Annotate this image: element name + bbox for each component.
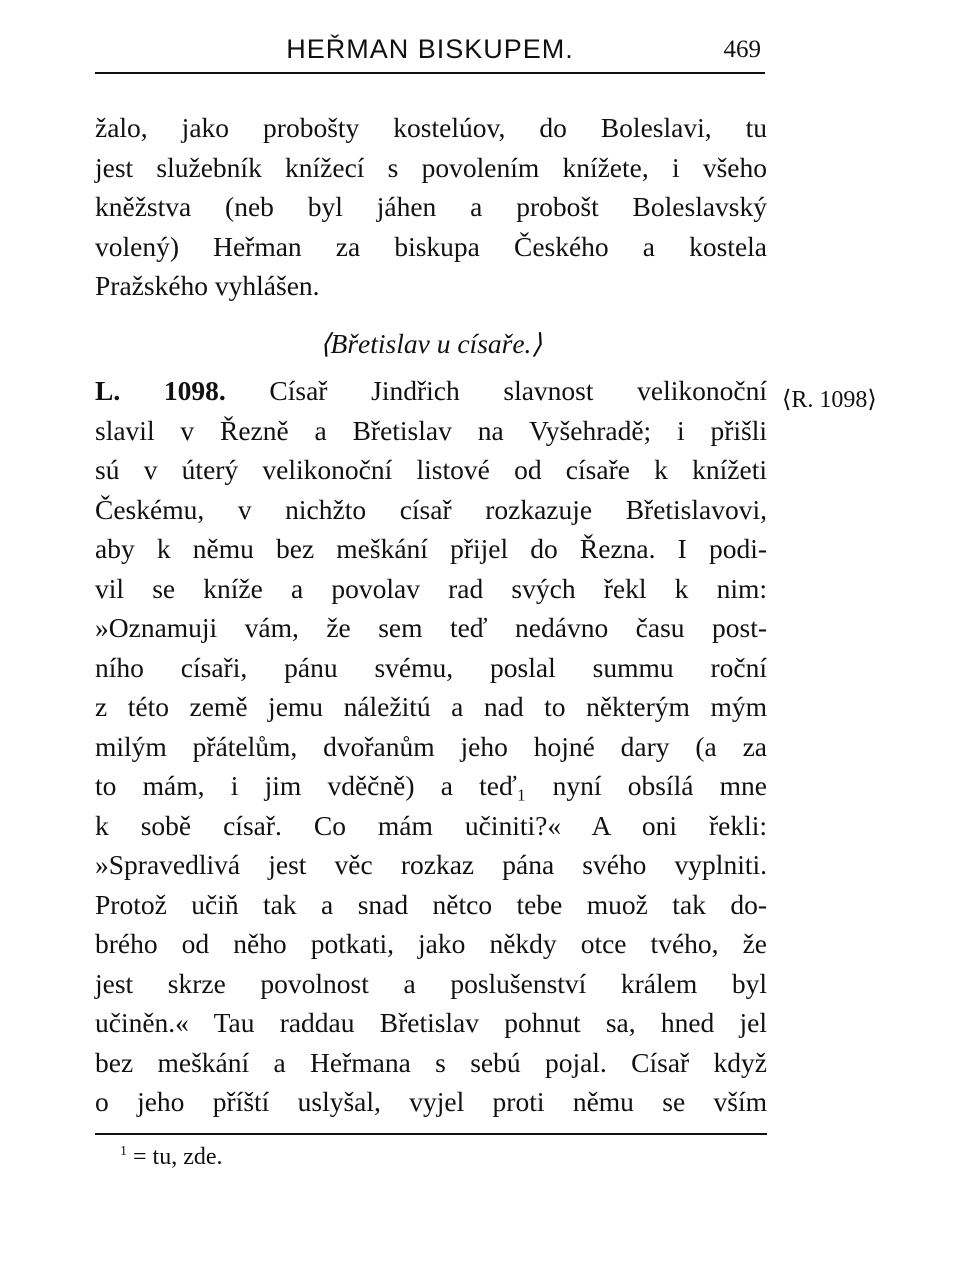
text-line: aby k němu bez meškání přijel do Řezna. I podi- — [95, 533, 767, 564]
text-line: bez meškání a Heřmana s sebú pojal. Císař když — [95, 1046, 767, 1078]
text-line: slavil v Řezně a Břetislav na Vyšehradě; i přišli — [95, 414, 767, 446]
text-line: o jeho příští uslyšal, vyjel proti němu se vším — [95, 1086, 767, 1117]
margin-note: ⟨R. 1098⟩ — [782, 387, 877, 413]
header-rule — [95, 72, 765, 74]
text-line: »Spravedlivá jest věc rozkaz pána svého vyplniti. — [95, 849, 767, 880]
first-line-text: Císař Jindřich slavnost velikonoční — [225, 375, 767, 406]
text-line: brého od něho potkati, jako někdy otce tvého, že — [95, 928, 767, 959]
text-line: učiněn.« Tau raddau Břetislav pohnut sa, hned jel — [95, 1007, 767, 1038]
text-line: to mám, i jim vděčně) a teď₁ nyní obsílá mne — [95, 770, 767, 801]
footnote — [120, 1144, 223, 1171]
text-line: z této země jemu náležitú a nad to některým mým — [95, 691, 767, 722]
text-line: Protož učiň tak a snad nětco tebe muož tak do- — [95, 888, 767, 920]
text-line: volený) Heřman za biskupa Českého a kostela — [95, 230, 767, 262]
year-label: L. 1098. — [95, 375, 226, 406]
footnote-rule — [95, 1133, 767, 1135]
footnote-text: = tu, zde. — [127, 1144, 223, 1170]
text-line: žalo, jako probošty kostelúov, do Boleslavi, tu — [95, 112, 767, 143]
section-heading: ⟨Břetislav u císaře.⟩ — [319, 327, 543, 359]
footnote-marker: 1 — [120, 1144, 127, 1159]
text-line-first — [95, 371, 767, 411]
text-line: sú v úterý velikonoční listové od císaře k knížeti — [95, 454, 767, 485]
text-line: kněžstva (neb byl jáhen a probošt Boleslavský — [95, 191, 767, 222]
page-header — [95, 28, 765, 68]
page-number: 469 — [723, 36, 761, 63]
body-text — [95, 108, 767, 1122]
text-line: ního císaři, pánu svému, poslal summu roční — [95, 651, 767, 683]
text-line: milým přátelům, dvořanům jeho hojné dary (a za — [95, 730, 767, 762]
text-line: Pražského vyhlášen. — [95, 270, 320, 301]
text-line: jest služebník knížecí s povolením knížete, i všeho — [95, 151, 767, 183]
text-line: k sobě císař. Co mám učiniti?« A oni řekli: — [95, 809, 767, 841]
running-head: HEŘMAN BISKUPEM. — [286, 34, 574, 64]
text-line: vil se kníže a povolav rad svých řekl k nim: — [95, 572, 767, 604]
text-line: Českému, v nichžto císař rozkazuje Břetislavovi, — [95, 493, 767, 525]
text-line: »Oznamuji vám, že sem teď nedávno času post- — [95, 612, 767, 643]
text-line: jest skrze povolnost a poslušenství králem byl — [95, 967, 767, 999]
